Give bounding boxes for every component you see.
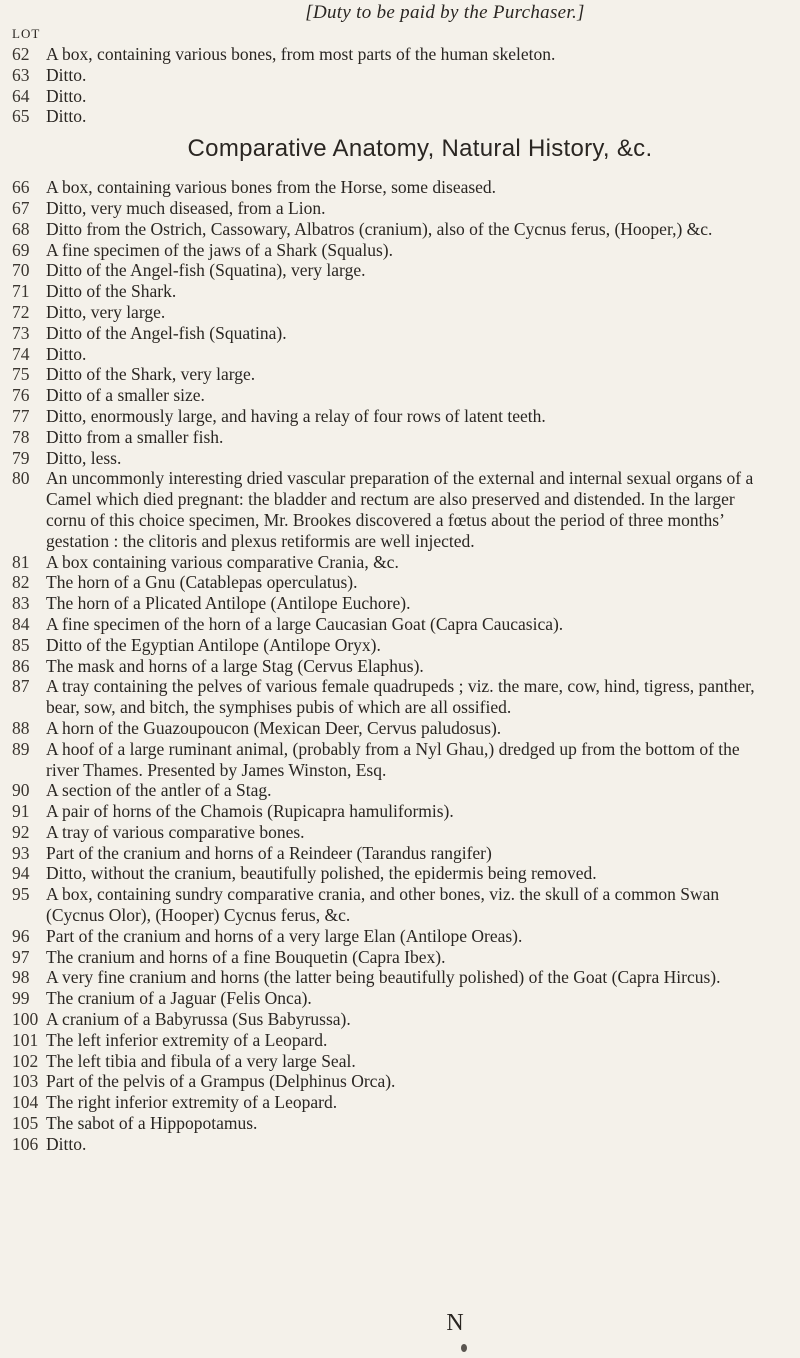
lot-number: 85 bbox=[12, 634, 30, 655]
lot-description: Ditto of the Shark, very large. bbox=[46, 364, 256, 385]
lot-entry bbox=[0, 468, 800, 551]
lot-entry bbox=[0, 863, 800, 884]
lot-description: A tray containing the pelves of various female quadrupeds ; viz. the mare, cow, hind, tigress, panther, bear, sow, and bitch, the symphises pubis of which are all ossified. bbox=[46, 676, 755, 718]
lot-number: 82 bbox=[12, 572, 30, 593]
lot-description: A pair of horns of the Chamois (Rupicapra hamuliformis). bbox=[46, 801, 454, 822]
lot-description: The cranium of a Jaguar (Felis Onca). bbox=[46, 988, 312, 1009]
lot-number: 64 bbox=[12, 85, 30, 106]
lot-number: 96 bbox=[12, 925, 30, 946]
lot-description: The horn of a Plicated Antilope (Antilope Euchore). bbox=[46, 593, 411, 614]
lot-entry bbox=[0, 86, 800, 107]
ink-dot bbox=[461, 1344, 467, 1352]
lot-number: 69 bbox=[12, 239, 30, 260]
lot-number: 105 bbox=[12, 1113, 39, 1134]
lot-number: 72 bbox=[12, 301, 30, 322]
lot-number: 100 bbox=[12, 1009, 39, 1030]
lot-description: The horn of a Gnu (Catablepas operculatus). bbox=[46, 572, 358, 593]
lot-number: 76 bbox=[12, 385, 30, 406]
lot-entry bbox=[0, 44, 800, 65]
lot-description: Ditto. bbox=[46, 343, 87, 364]
lot-description: A box, containing various bones from the Horse, some diseased. bbox=[46, 177, 497, 198]
lot-entry bbox=[0, 593, 800, 614]
lot-entry bbox=[0, 635, 800, 656]
lot-number: 81 bbox=[12, 551, 30, 572]
lot-entry bbox=[0, 656, 800, 677]
lot-entry bbox=[0, 260, 800, 281]
lot-description: The right inferior extremity of a Leopard. bbox=[46, 1092, 338, 1113]
section-title: Comparative Anatomy, Natural History, &c. bbox=[187, 135, 653, 163]
lot-number: 84 bbox=[12, 613, 30, 634]
lot-description: Ditto from the Ostrich, Cassowary, Albatros (cranium), also of the Cycnus ferus, (Hooper,) &c. bbox=[46, 218, 713, 239]
lot-number: 63 bbox=[12, 64, 30, 85]
lot-entry bbox=[0, 843, 800, 864]
lot-number: 79 bbox=[12, 447, 30, 468]
lot-entry bbox=[0, 884, 800, 926]
lot-number: 80 bbox=[12, 468, 30, 489]
page-header: [Duty to be paid by the Purchaser.] bbox=[305, 2, 585, 23]
lot-description: A horn of the Guazoupoucon (Mexican Deer, Cervus paludosus). bbox=[46, 717, 502, 738]
lot-number: 102 bbox=[12, 1050, 39, 1071]
lot-number: 91 bbox=[12, 801, 30, 822]
lot-description: A hoof of a large ruminant animal, (probably from a Nyl Ghau,) dredged up from the bottom of the river Thames. Presented by James Winston, Esq. bbox=[46, 738, 740, 780]
lot-description: Ditto, very large. bbox=[46, 301, 166, 322]
lot-entry bbox=[0, 427, 800, 448]
lot-number: 66 bbox=[12, 177, 30, 198]
lot-description: The left inferior extremity of a Leopard. bbox=[46, 1029, 328, 1050]
lot-entry bbox=[0, 219, 800, 240]
lot-entry bbox=[0, 780, 800, 801]
lot-entry bbox=[0, 614, 800, 635]
lot-number: 68 bbox=[12, 218, 30, 239]
entries-group-comparative bbox=[0, 177, 800, 1154]
lot-description: Ditto. bbox=[46, 85, 87, 106]
lot-entry bbox=[0, 1030, 800, 1051]
lot-column-label: LOT bbox=[12, 26, 41, 41]
lot-description: A fine specimen of the jaws of a Shark (Squalus). bbox=[46, 239, 394, 260]
lot-number: 97 bbox=[12, 946, 30, 967]
lot-entry bbox=[0, 718, 800, 739]
lot-description: A fine specimen of the horn of a large Caucasian Goat (Capra Caucasica). bbox=[46, 613, 564, 634]
lot-number: 77 bbox=[12, 405, 30, 426]
lot-entry bbox=[0, 947, 800, 968]
lot-number: 104 bbox=[12, 1092, 39, 1113]
lot-number: 75 bbox=[12, 364, 30, 385]
lot-number: 106 bbox=[12, 1133, 39, 1154]
entries-group-human bbox=[0, 44, 800, 127]
lot-entry bbox=[0, 240, 800, 261]
lot-description: Ditto, less. bbox=[46, 447, 122, 468]
lot-entry bbox=[0, 676, 800, 718]
lot-entry bbox=[0, 552, 800, 573]
lot-description: Ditto. bbox=[46, 64, 87, 85]
lot-description: A box, containing various bones, from most parts of the human skeleton. bbox=[46, 44, 556, 64]
lot-entry bbox=[0, 572, 800, 593]
lot-entry bbox=[0, 385, 800, 406]
lot-entry bbox=[0, 739, 800, 781]
lot-entry bbox=[0, 323, 800, 344]
lot-entry bbox=[0, 1134, 800, 1155]
lot-number: 73 bbox=[12, 322, 30, 343]
lot-description: Ditto of the Angel-fish (Squatina), very large. bbox=[46, 260, 366, 281]
lot-number: 87 bbox=[12, 676, 30, 697]
lot-entry bbox=[0, 1009, 800, 1030]
lot-description: An uncommonly interesting dried vascular preparation of the external and internal sexual organs of a Camel which died pregnant: the bladder and rectum are also preserved and distended. In the larger cornu of this choice specimen, Mr. Brookes discovered a fœtus about the period of three months’ gestation : the clitoris and plexus retiformis are well injected. bbox=[46, 468, 754, 551]
lot-entry bbox=[0, 281, 800, 302]
lot-entry bbox=[0, 448, 800, 469]
lot-entry bbox=[0, 198, 800, 219]
lot-number: 86 bbox=[12, 655, 30, 676]
entries-list bbox=[0, 44, 800, 1155]
lot-entry bbox=[0, 177, 800, 198]
lot-entry bbox=[0, 106, 800, 127]
lot-entry bbox=[0, 1092, 800, 1113]
lot-number: 103 bbox=[12, 1071, 39, 1092]
lot-description: Ditto, very much diseased, from a Lion. bbox=[46, 197, 326, 218]
lot-number: 88 bbox=[12, 717, 30, 738]
lot-number: 92 bbox=[12, 821, 30, 842]
lot-description: A box containing various comparative Crania, &c. bbox=[46, 551, 399, 572]
lot-description: The left tibia and fibula of a very large Seal. bbox=[46, 1050, 356, 1071]
signature-mark: N bbox=[446, 1310, 464, 1336]
lot-description: Ditto. bbox=[46, 1133, 87, 1154]
lot-number: 90 bbox=[12, 780, 30, 801]
lot-description: Ditto from a smaller fish. bbox=[46, 426, 224, 447]
lot-description: Ditto. bbox=[46, 106, 87, 127]
lot-description: A very fine cranium and horns (the latter being beautifully polished) of the Goat (Capra Hircus). bbox=[46, 967, 721, 988]
lot-number: 94 bbox=[12, 863, 30, 884]
lot-description: Part of the cranium and horns of a very large Elan (Antilope Oreas). bbox=[46, 925, 523, 946]
lot-number: 98 bbox=[12, 967, 30, 988]
lot-entry bbox=[0, 822, 800, 843]
lot-description: The sabot of a Hippopotamus. bbox=[46, 1113, 258, 1134]
lot-number: 83 bbox=[12, 593, 30, 614]
lot-number: 93 bbox=[12, 842, 30, 863]
lot-description: Part of the pelvis of a Grampus (Delphinus Orca). bbox=[46, 1071, 396, 1092]
lot-description: The cranium and horns of a fine Bouquetin (Capra Ibex). bbox=[46, 946, 446, 967]
lot-description: Part of the cranium and horns of a Reindeer (Tarandus rangifer) bbox=[46, 842, 492, 863]
lot-description: A tray of various comparative bones. bbox=[46, 821, 305, 842]
lot-entry bbox=[0, 65, 800, 86]
lot-description: The mask and horns of a large Stag (Cervus Elaphus). bbox=[46, 655, 424, 676]
lot-entry bbox=[0, 988, 800, 1009]
lot-description: Ditto of the Shark. bbox=[46, 281, 177, 302]
lot-entry bbox=[0, 1071, 800, 1092]
lot-number: 70 bbox=[12, 260, 30, 281]
lot-number: 101 bbox=[12, 1029, 39, 1050]
lot-description: A cranium of a Babyrussa (Sus Babyrussa). bbox=[46, 1009, 351, 1030]
lot-entry bbox=[0, 801, 800, 822]
lot-description: Ditto, without the cranium, beautifully polished, the epidermis being removed. bbox=[46, 863, 597, 884]
lot-description: Ditto of the Angel-fish (Squatina). bbox=[46, 322, 287, 343]
lot-number: 65 bbox=[12, 106, 30, 127]
lot-description: Ditto of the Egyptian Antilope (Antilope Oryx). bbox=[46, 634, 381, 655]
lot-entry bbox=[0, 1113, 800, 1134]
lot-number: 62 bbox=[12, 44, 30, 64]
lot-description: A box, containing sundry comparative crania, and other bones, viz. the skull of a common Swan (Cycnus Olor), (Hooper) Cycnus ferus, &c. bbox=[46, 884, 720, 926]
lot-number: 95 bbox=[12, 884, 30, 905]
lot-entry bbox=[0, 926, 800, 947]
lot-description: A section of the antler of a Stag. bbox=[46, 780, 272, 801]
lot-number: 89 bbox=[12, 738, 30, 759]
lot-entry bbox=[0, 344, 800, 365]
lot-number: 74 bbox=[12, 343, 30, 364]
lot-entry bbox=[0, 1051, 800, 1072]
lot-entry bbox=[0, 967, 800, 988]
lot-description: Ditto of a smaller size. bbox=[46, 385, 205, 406]
lot-entry bbox=[0, 364, 800, 385]
lot-number: 67 bbox=[12, 197, 30, 218]
lot-description: Ditto, enormously large, and having a relay of four rows of latent teeth. bbox=[46, 405, 546, 426]
lot-number: 99 bbox=[12, 988, 30, 1009]
lot-entry bbox=[0, 406, 800, 427]
lot-number: 78 bbox=[12, 426, 30, 447]
lot-number: 71 bbox=[12, 281, 30, 302]
lot-entry bbox=[0, 302, 800, 323]
